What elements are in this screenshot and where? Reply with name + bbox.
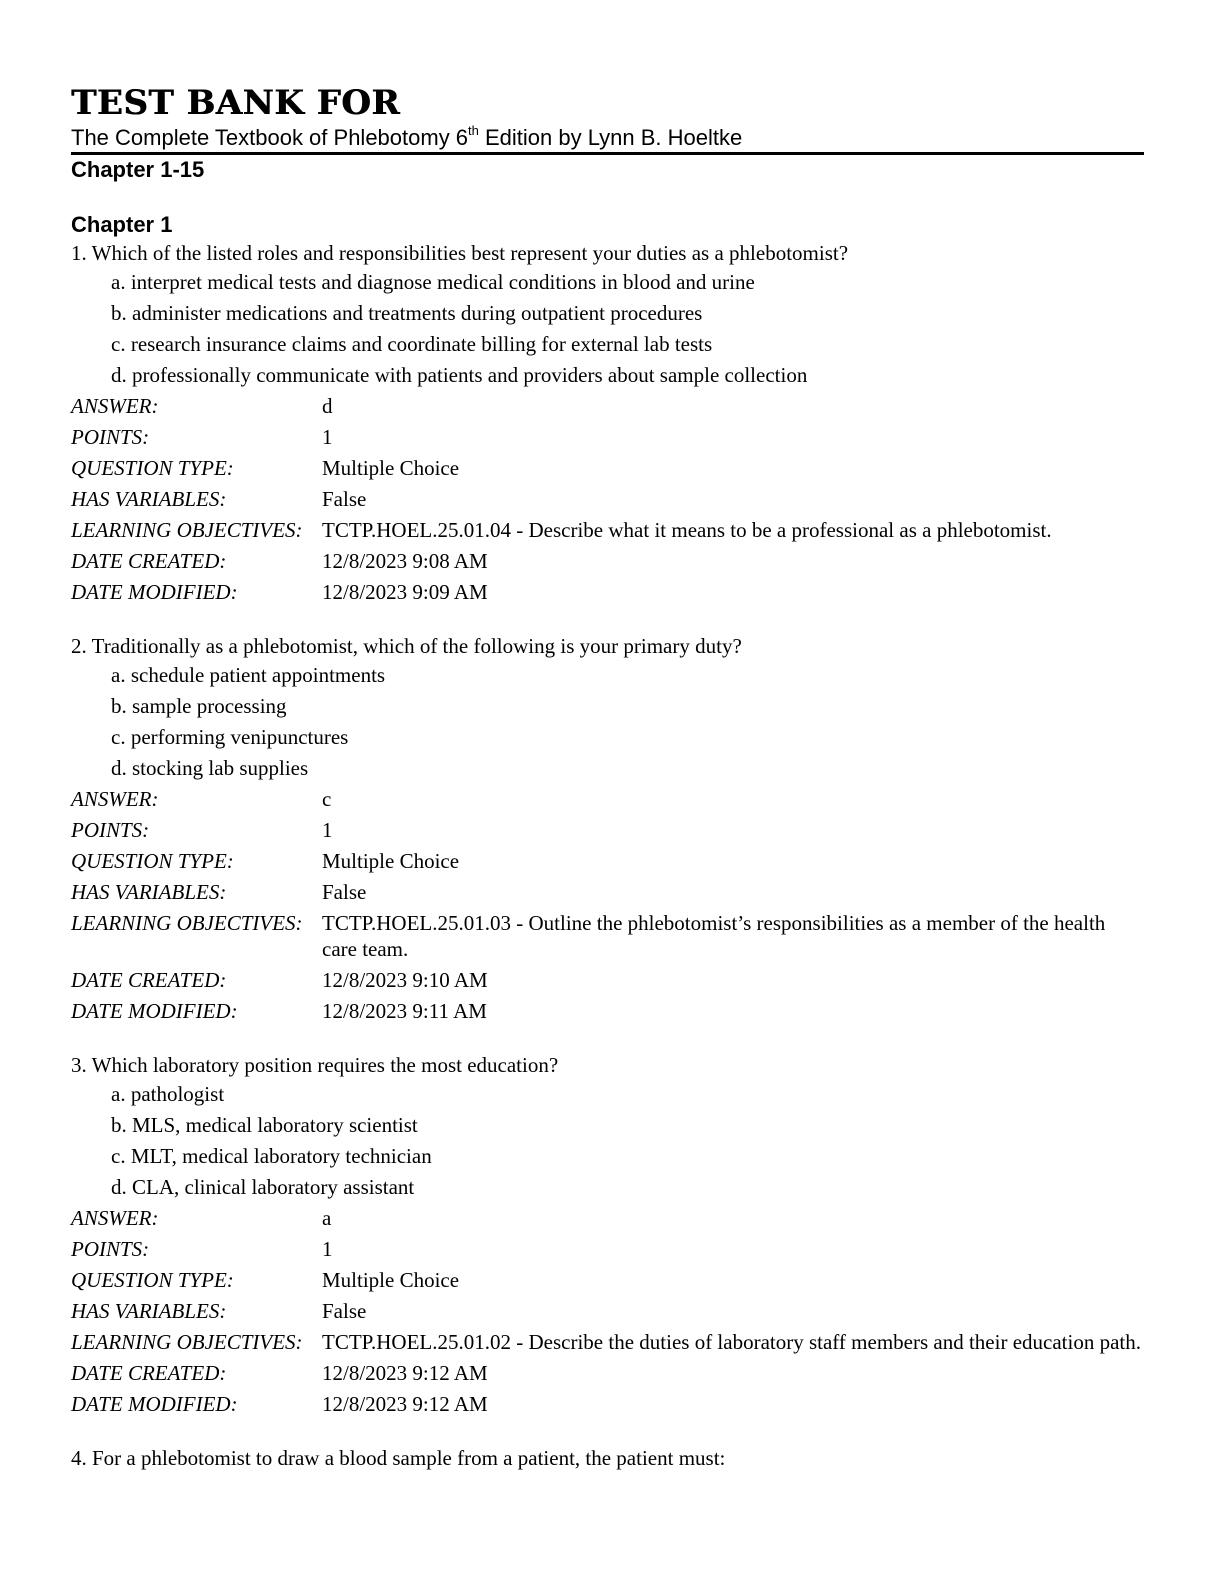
answer-value: c [322,787,332,811]
date-created-label: DATE CREATED: [71,968,227,992]
points-label: POINTS: [71,425,150,449]
has-variables-value: False [322,880,367,904]
question-type-value: Multiple Choice [322,849,460,873]
question-type-label: QUESTION TYPE: [71,1268,234,1292]
date-modified-row [71,1389,1144,1420]
answer-row [71,1203,1144,1234]
date-created-value: 12/8/2023 9:10 AM [322,968,488,992]
answer-label: ANSWER: [71,1206,159,1230]
points-row [71,815,1144,846]
question-2 [71,632,1144,1027]
question-stem: 3. Which laboratory position requires the most education? [71,1053,559,1077]
date-created-value: 12/8/2023 9:08 AM [322,549,488,573]
learning-objectives-row [71,515,1144,546]
question-type-label: QUESTION TYPE: [71,849,234,873]
question-type-row [71,453,1144,484]
answer-label: ANSWER: [71,787,159,811]
answer-row [71,391,1144,422]
question-1 [71,239,1144,608]
edition-superscript: th [468,123,479,138]
answer-option-c: c. research insurance claims and coordinate billing for external lab tests [111,332,713,356]
answer-label: ANSWER: [71,394,159,418]
learning-objectives-value: TCTP.HOEL.25.01.02 - Describe the duties of laboratory staff members and their education path. [322,1330,1141,1354]
answer-option-a: a. pathologist [111,1082,225,1106]
has-variables-label: HAS VARIABLES: [71,487,227,511]
answer-option-b: b. administer medications and treatments during outpatient procedures [111,301,703,325]
date-created-row [71,546,1144,577]
answer-option-d: d. stocking lab supplies [111,756,309,780]
question-type-row [71,846,1144,877]
date-created-row [71,1358,1144,1389]
answer-option-d: d. professionally communicate with patients and providers about sample collection [111,363,808,387]
learning-objectives-value: TCTP.HOEL.25.01.03 - Outline the phlebotomist’s responsibilities as a member of the health care team. [322,911,1106,961]
date-modified-row [71,577,1144,608]
date-modified-value: 12/8/2023 9:12 AM [322,1392,488,1416]
answer-value: a [322,1206,332,1230]
question-type-value: Multiple Choice [322,456,460,480]
date-modified-value: 12/8/2023 9:09 AM [322,580,488,604]
question-type-label: QUESTION TYPE: [71,456,234,480]
learning-objectives-label: LEARNING OBJECTIVES: [71,1330,303,1354]
answer-option-b: b. sample processing [111,694,287,718]
date-modified-value: 12/8/2023 9:11 AM [322,999,487,1023]
points-label: POINTS: [71,1237,150,1261]
date-modified-label: DATE MODIFIED: [71,1392,238,1416]
learning-objectives-row [71,908,1144,965]
has-variables-label: HAS VARIABLES: [71,1299,227,1323]
question-3 [71,1051,1144,1420]
has-variables-row [71,484,1144,515]
has-variables-row [71,1296,1144,1327]
answer-option-a: a. interpret medical tests and diagnose medical conditions in blood and urine [111,270,755,294]
points-value: 1 [322,1237,333,1261]
date-created-row [71,965,1144,996]
learning-objectives-label: LEARNING OBJECTIVES: [71,911,303,935]
subtitle-prefix: The Complete Textbook of Phlebotomy 6 [71,125,469,150]
chapter-range: Chapter 1-15 [71,157,205,182]
answer-option-d: d. CLA, clinical laboratory assistant [111,1175,415,1199]
document-subtitle [71,124,1144,155]
question-stem: 4. For a phlebotomist to draw a blood sample from a patient, the patient must: [71,1446,726,1470]
learning-objectives-label: LEARNING OBJECTIVES: [71,518,303,542]
subtitle-suffix: Edition by Lynn B. Hoeltke [478,125,743,150]
points-value: 1 [322,818,333,842]
learning-objectives-row [71,1327,1144,1358]
question-stem: 1. Which of the listed roles and responsibilities best represent your duties as a phlebotomist? [71,241,849,265]
question-4 [71,1444,1144,1472]
has-variables-row [71,877,1144,908]
document-title: TEST BANK FOR [71,83,401,123]
date-created-label: DATE CREATED: [71,549,227,573]
date-created-label: DATE CREATED: [71,1361,227,1385]
answer-value: d [322,394,333,418]
answer-option-c: c. MLT, medical laboratory technician [111,1144,432,1168]
has-variables-label: HAS VARIABLES: [71,880,227,904]
points-row [71,1234,1144,1265]
date-created-value: 12/8/2023 9:12 AM [322,1361,488,1385]
date-modified-row [71,996,1144,1027]
learning-objectives-value: TCTP.HOEL.25.01.04 - Describe what it means to be a professional as a phlebotomist. [322,518,1052,542]
answer-option-b: b. MLS, medical laboratory scientist [111,1113,418,1137]
document-page [71,82,1144,1472]
answer-option-a: a. schedule patient appointments [111,663,386,687]
date-modified-label: DATE MODIFIED: [71,580,238,604]
question-stem: 2. Traditionally as a phlebotomist, which of the following is your primary duty? [71,634,742,658]
points-label: POINTS: [71,818,150,842]
chapter-heading: Chapter 1 [71,212,173,237]
points-row [71,422,1144,453]
points-value: 1 [322,425,333,449]
answer-option-c: c. performing venipunctures [111,725,349,749]
date-modified-label: DATE MODIFIED: [71,999,238,1023]
question-type-row [71,1265,1144,1296]
question-type-value: Multiple Choice [322,1268,460,1292]
has-variables-value: False [322,1299,367,1323]
has-variables-value: False [322,487,367,511]
answer-row [71,784,1144,815]
